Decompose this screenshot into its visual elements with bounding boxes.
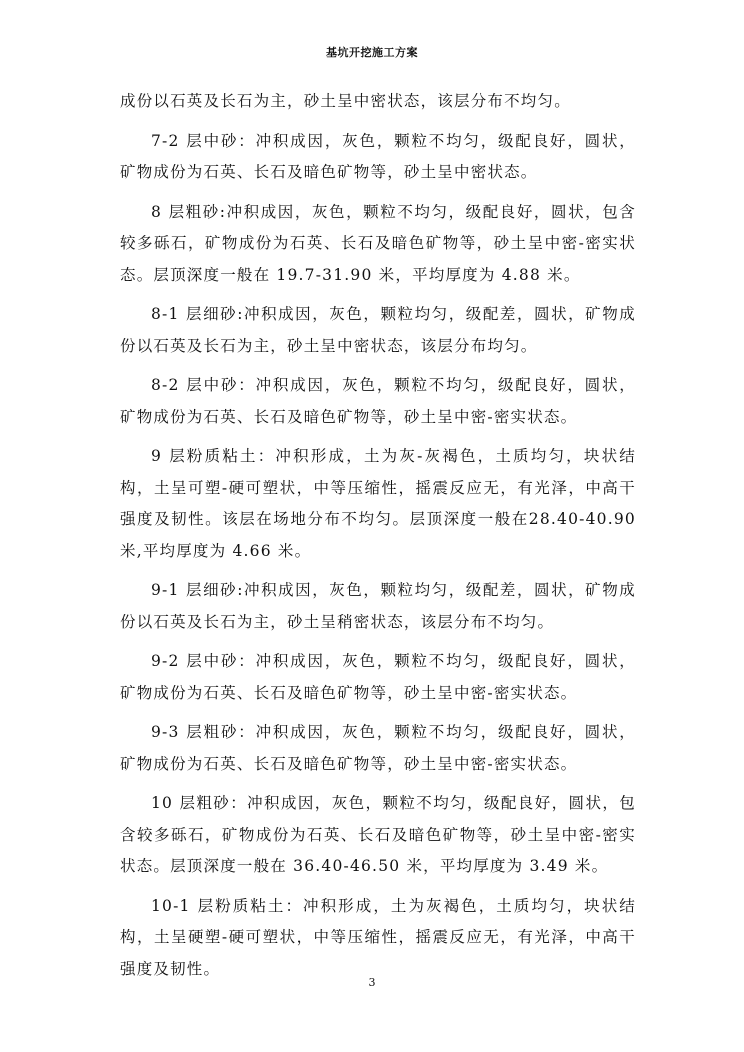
page-header-title: 基坑开挖施工方案 [326, 46, 418, 59]
paragraph-layer-8: 8 层粗砂:冲积成因，灰色，颗粒不均匀，级配良好，圆状，包含较多砾石，矿物成份为石英、长石及暗色矿物等，砂土呈中密-密实状态。层顶深度一般在 19.7-31.90 米，平均厚度为 4.88 米。 [120, 202, 636, 284]
paragraph-layer-9: 9 层粉质粘土：冲积形成，土为灰-灰褐色，土质均匀，块状结构，土呈可塑-硬可塑状，中等压缩性，摇震反应无，有光泽，中高干强度及韧性。该层在场地分布不均匀。层顶深度一般在28.40-40.90 米,平均厚度为 4.66 米。 [120, 447, 636, 560]
paragraph-layer-8-2: 8-2 层中砂：冲积成因，灰色，颗粒不均匀，级配良好，圆状，矿物成份为石英、长石及暗色矿物等，砂土呈中密-密实状态。 [120, 376, 636, 426]
document-body [120, 86, 636, 993]
paragraph-layer-10-1: 10-1 层粉质粘土：冲积形成，土为灰褐色，土质均匀，块状结构，土呈硬塑-硬可塑状，中等压缩性，摇震反应无，有光泽，中高干强度及韧性。 [120, 896, 636, 978]
paragraph-layer-9-3: 9-3 层粗砂：冲积成因，灰色，颗粒不均匀，级配良好，圆状，矿物成份为石英、长石及暗色矿物等，砂土呈中密-密实状态。 [120, 723, 636, 773]
paragraph-layer-10: 10 层粗砂：冲积成因，灰色，颗粒不均匀，级配良好，圆状，包含较多砾石，矿物成份为石英、长石及暗色矿物等，砂土呈中密-密实状态。层顶深度一般在 36.40-46.50 米，平均厚度为 3.49 米。 [120, 794, 636, 875]
paragraph-layer-9-1: 9-1 层细砂:冲积成因，灰色，颗粒均匀，级配差，圆状，矿物成份以石英及长石为主，砂土呈稍密状态，该层分布不均匀。 [120, 581, 636, 631]
page-number: 3 [368, 976, 376, 989]
paragraph-layer-8-1: 8-1 层细砂:冲积成因，灰色，颗粒均匀，级配差，圆状，矿物成份以石英及长石为主，砂土呈中密状态，该层分布均匀。 [120, 305, 636, 355]
paragraph-layer-9-2: 9-2 层中砂：冲积成因，灰色，颗粒不均匀，级配良好，圆状，矿物成份为石英、长石及暗色矿物等，砂土呈中密-密实状态。 [120, 652, 636, 702]
paragraph-layer-7-2: 7-2 层中砂：冲积成因，灰色，颗粒不均匀，级配良好，圆状，矿物成份为石英、长石及暗色矿物等，砂土呈中密状态。 [120, 131, 636, 181]
paragraph-continuation: 成份以石英及长石为主，砂土呈中密状态，该层分布不均匀。 [120, 92, 571, 110]
